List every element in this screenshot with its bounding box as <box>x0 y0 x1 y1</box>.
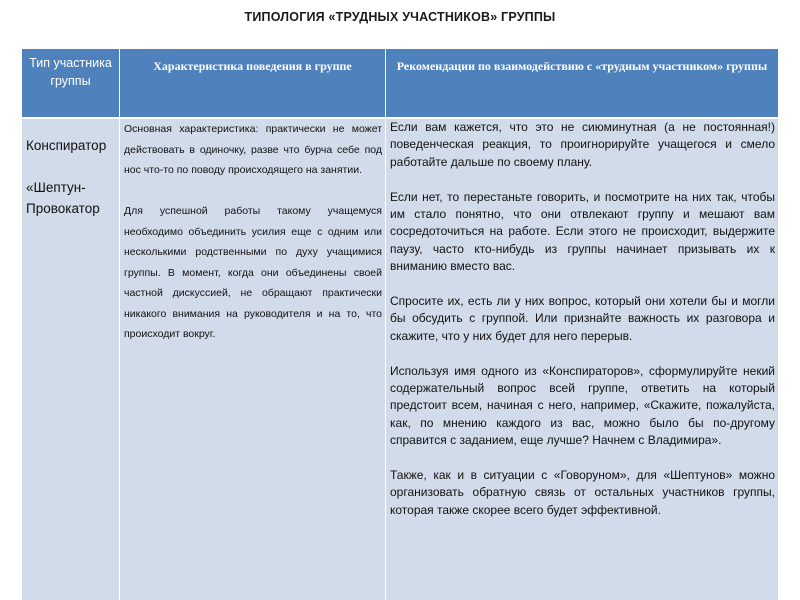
recommendation-paragraph: Также, как и в ситуации с «Говоруном», для «Шептунов» можно организовать обратную связь от остальных участников группы, которая также скорее всего будет эффективной. <box>390 468 775 517</box>
behavior-characteristic-cell <box>124 119 382 345</box>
recommendation-paragraph: Если нет, то перестаньте говорить, и посмотрите на них так, чтобы им стало понятно, что они отвлекают группу и мешают вам сосредоточиться на работе. Если этого не происходит, выдержите паузу, часто кто-нибудь из группы начинает призывать их к вниманию вместо вас. <box>390 189 775 274</box>
typology-table <box>22 49 778 600</box>
recommendation-paragraph: Используя имя одного из «Конспираторов», сформулируйте некий содержательный вопрос всей группе, ответить на который предстоит всем, начиная с него, например, «Скажите, пожалуйста, как, по мнению каждого из вас, можно было бы по-другому справится с заданием, еще лучше? Начнем с Владимира». <box>390 363 775 448</box>
type-name: Конспиратор <box>26 138 107 153</box>
header-behavior-characteristic: Характеристика поведения в группе <box>120 49 385 117</box>
participant-type-cell <box>22 119 119 219</box>
page-title: ТИПОЛОГИЯ «ТРУДНЫХ УЧАСТНИКОВ» ГРУППЫ <box>244 10 556 24</box>
column-divider <box>385 49 386 600</box>
characteristic-paragraph: Основная характеристика: практически не может действовать в одиночку, разве что бурча себе под нос что-то по поводу происходящего на занятии. <box>124 123 382 176</box>
header-participant-type: Тип участника группы <box>22 49 119 117</box>
recommendation-paragraph: Если вам кажется, что это не сиюминутная (а не постоянная!) поведенческая реакция, то проигнорируйте учащегося и смело работайте дальше по своему плану. <box>390 120 775 169</box>
characteristic-paragraph: Для успешной работы такому учащемуся необходимо объединить усилия еще с одним или несколькими родственными по духу учащимися группы. В момент, когда они объединены своей частной дискуссией, не обращают практически никакого внимания на руководителя и на то, что происходит вокруг. <box>124 205 382 340</box>
recommendations-cell <box>390 119 775 519</box>
column-divider <box>119 49 120 600</box>
header-recommendations: Рекомендации по взаимодействию с «трудным участником» группы <box>386 49 778 117</box>
recommendation-paragraph: Спросите их, есть ли у них вопрос, который они хотели бы и могли бы обсудить с группой. Или признайте важность их разговора и скажите, что у них будет для него перерыв. <box>390 294 775 343</box>
type-alias: «Шептун-Провокатор <box>26 180 100 216</box>
